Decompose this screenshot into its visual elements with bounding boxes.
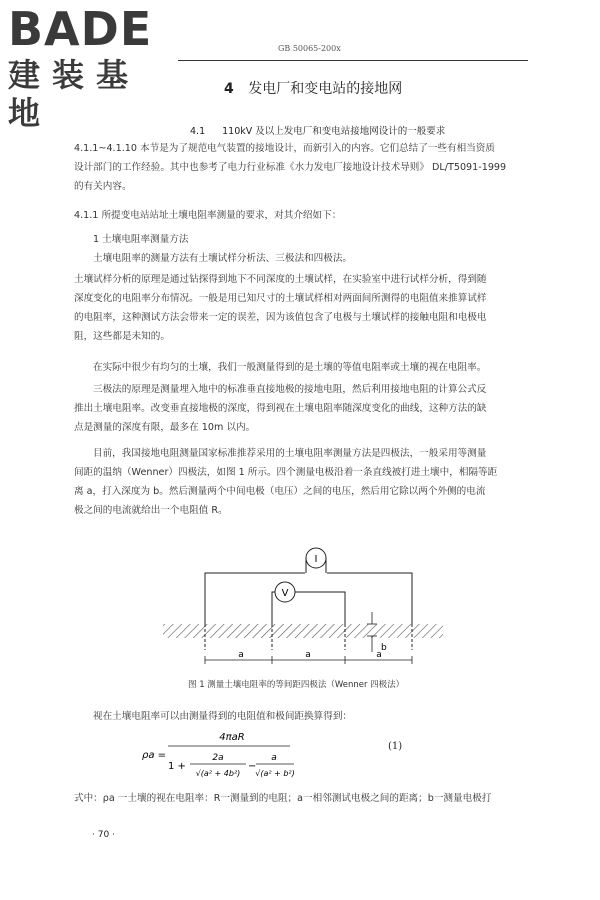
text-line: 的电阻率，这种测试方法会带来一定的误差，因为该值包含了电极与土壤试样的接触电阻和电极电 [74,312,487,323]
current-wire-right [327,573,412,624]
paragraph-10: 式中：ρa 一土壤的视在电阻率：R一测量到的电阻；a一相邻测试电极之间的距离；b一测量电极打 [74,793,492,804]
eq-frac2-den: √(a² + b²) [255,769,295,778]
publisher-logo [8,4,178,132]
spacing-label-a1: a [238,650,244,660]
paragraph-5 [74,270,487,346]
text-line: 点是测量的深度有限，最多在 10m 以内。 [74,422,256,433]
figure-caption: 图 1 测量土壤电阻率的等间距四极法（Wenner 四极法） [188,680,405,690]
meter-v-label: V [281,588,289,599]
paragraph-2: 4.1.1 所提变电站站址土壤电阻率测量的要求，对其介绍如下： [74,210,342,221]
eq-minus: − [248,761,257,772]
paragraph-1 [74,139,506,196]
paragraph-8 [74,444,497,520]
logo-brand: BADE [8,2,153,56]
eq-frac2-num: a [271,753,277,763]
text-line: 阻，这些都是未知的。 [74,331,170,342]
chapter-number: 4 [224,81,234,97]
eq-frac1-num: 2a [212,753,224,763]
section-title: 110kV 及以上发电厂和变电站接地网设计的一般要求 [222,126,446,137]
eq-den-one: 1 + [168,761,186,772]
text-line: 三极法的原理是测量埋入地中的标准垂直接地极的接地电阻，然后利用接地电阻的计算公式反 [93,384,487,395]
equation-number: (1) [388,741,403,752]
eq-frac1-den: √(a² + 4b²) [195,769,241,778]
spacing-label-a3: a [376,650,382,660]
text-line: 的有关内容。 [74,181,132,192]
page-number: · 70 · [92,830,115,840]
wenner-diagram [155,540,455,670]
section-number: 4.1 [190,126,206,137]
eq-numerator: 4πaR [219,732,245,743]
paragraph-7 [74,380,487,437]
voltage-wire-right [295,592,345,624]
eq-lhs: ρa = [142,750,167,761]
spacing-label-a2: a [305,650,311,660]
equation-1 [140,728,300,786]
paragraph-9: 视在土壤电阻率可以由测量得到的电阻值和极间距换算得到： [93,711,353,722]
paragraph-6: 在实际中很少有均匀的土壤，我们一般测量得到的是土壤的等值电阻率或土壤的视在电阻率。 [93,362,487,373]
paragraph-4: 土壤电阻率的测量方法有土壤试样分析法、三极法和四极法。 [93,253,353,264]
header-rule [178,60,528,61]
standard-code: GB 50065-200x [278,44,341,53]
subheading-measurement: 1 土壤电阻率测量方法 [93,234,189,245]
logo-subtitle: 建装基地 [8,56,141,132]
text-line: 4.1.1~4.1.10 本节是为了规范电气装置的接地设计，而新引入的内容。它们总结了一些有相当资质 [74,143,495,154]
text-line: 深度变化的电阻率分布情况。一般是用已知尺寸的土壤试样相对两面间所测得的电阻值来推算试样 [74,293,487,304]
chapter-heading [224,78,402,98]
meter-i-label: I [314,554,318,565]
text-line: 设计部门的工作经验。其中也参考了电力行业标准《水力发电厂接地设计技术导则》 DL/T5091-1999 [74,162,507,173]
text-line: 极之间的电流就给出一个电阻值 R。 [74,505,228,516]
voltage-wire-left [272,592,275,624]
text-line: 间距的温纳（Wenner）四极法，如图 1 所示。四个测量电极沿着一条直线被打进土壤中，相隔等距 [74,467,498,478]
section-heading [190,123,445,137]
text-line: 离 a，打入深度为 b。然后测量两个中间电极（电压）之间的电压，然后用它除以两个外侧的电流 [74,486,486,497]
text-line: 目前，我国接地电阻测量国家标准推荐采用的土壤电阻率测量方法是四极法，一般采用等测量 [93,448,487,459]
depth-label-b: b [381,643,387,653]
chapter-title: 发电厂和变电站的接地网 [248,81,403,97]
text-line: 推出土壤电阻率。改变垂直接地极的深度，得到视在土壤电阻率随深度变化的曲线，这种方法的缺 [74,403,487,414]
text-line: 土壤试样分析的原理是通过钻探得到地下不同深度的土壤试样，在实验室中进行试样分析，得到随 [74,274,487,285]
